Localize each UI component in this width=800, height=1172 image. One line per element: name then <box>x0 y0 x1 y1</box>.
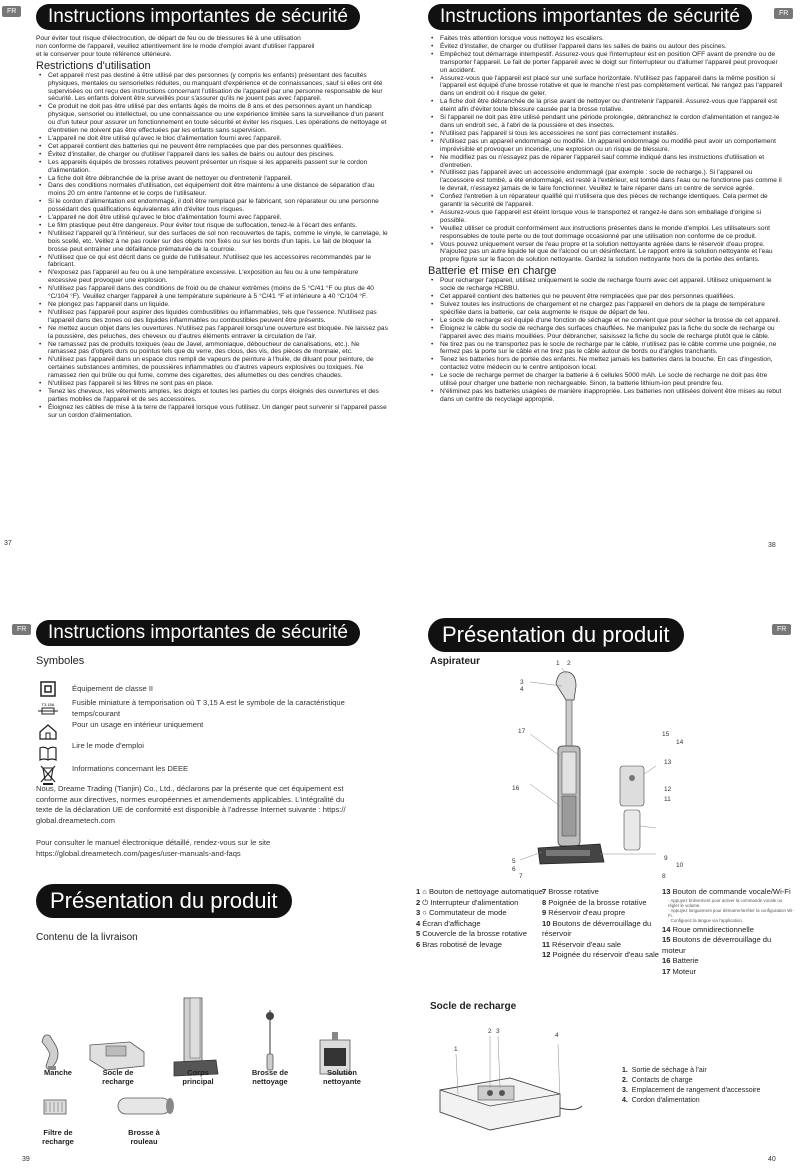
battery-bullet-list <box>428 277 783 404</box>
callout-1: 1 <box>556 660 560 667</box>
motor-inset-drawing <box>620 766 644 806</box>
bullet-item: • Tenez les batteries hors de portée des enfants. Ne mettez jamais les batteries dans la bouche. En cas d'ingestion, contactez votre médecin ou le centre antipoison local. <box>440 356 783 372</box>
bullet-item: • Éloignez le câble du socle de recharge des surfaces chauffées. Ne manipulez pas la fiche du socle de recharge ou l'appareil avec des mains mouillées. Pour débrancher, saisissez la fiche du socle de recharge plutôt que le câble. <box>440 325 783 341</box>
content-label-main-body: Corps principal <box>182 1068 214 1086</box>
tank-inset-drawing <box>624 810 640 850</box>
mode-icon: ○ <box>422 908 429 917</box>
bullet-item: • Ce produit ne doit pas être utilisé par des enfants âgés de moins de 8 ans et des personnes ayant un handicap physique, sensoriel ou intellectuel, ou une connaissance ou une expérience limitée sans la surveillance d'un parent ou d'un tuteur pour assurer un fonctionnement en toute sécurité et éviter les risques. Les opérations de nettoyage et d'entretien ne doivent pas être effectuées par les enfants sans supervision. <box>48 103 388 135</box>
bullet-item: • N'utilisez pas un appareil endommagé ou modifié. Un appareil endommagé ou modifié peut avoir un comportement imprévisible et provoquer un incendie, une explosion ou un risque de blessure. <box>440 138 783 154</box>
power-cord <box>560 1106 582 1110</box>
legend-item: 7 Brosse rotative <box>542 887 599 896</box>
bullet-item: • Faites très attention lorsque vous nettoyez les escaliers. <box>440 35 783 43</box>
bullet-item: • Ne mettez aucun objet dans les ouvertures. N'utilisez pas l'appareil lorsqu'une ouverture est bloquée. Ne laissez pas la poussière, des peluches, des cheveux ou d'autres éléments entraver la circulation de l'air. <box>48 325 388 341</box>
callout-17: 17 <box>518 728 526 735</box>
legend-item: 13 Bouton de commande vocale/Wi-Fi <box>662 887 791 896</box>
bullet-item: • Ne tirez pas ou ne transportez pas le socle de recharge par le câble, n'utilisez pas le câble comme une poignée, ne fermez pas la porte sur le câble et ne tirez pas le câble autour de bords ou d'angles tranchants. <box>440 341 783 357</box>
handle-icon <box>42 1035 58 1070</box>
callout-13: 13 <box>664 759 672 766</box>
vacuum-illustration <box>500 656 700 886</box>
content-label-cleaning-brush: Brosse de nettoyage <box>251 1068 289 1086</box>
class-ii-icon <box>41 682 55 696</box>
page-title: Instructions importantes de sécurité <box>36 4 360 30</box>
legend-item: 9 Réservoir d'eau propre <box>542 908 626 917</box>
bullet-item: • Le socle de recharge permet de charger la batterie à 6 cellules 5000 mAh. Le socle de recharge ne doit pas être utilisé pour charger une batterie non rechargeable. Sinon, la batterie lithium-ion peut prendre feu. <box>440 372 783 388</box>
legend-item: 14 Roue omnidirectionnelle <box>662 924 754 934</box>
indoor-use-icon <box>40 725 56 739</box>
bullet-item: • N'utilisez pas l'appareil pour aspirer des liquides combustibles ou inflammables, tels que l'essence. N'utilisez pas l'appareil dans des zones où des liquides inflammables ou combustibles peuvent être présents. <box>48 309 388 325</box>
callout-11: 11 <box>664 796 671 803</box>
content-label-handle: Manche <box>44 1068 72 1077</box>
brush-head-drawing <box>538 844 604 864</box>
weee-icon <box>41 766 55 785</box>
content-label-charging-filter: Filtre de recharge <box>42 1128 74 1146</box>
bullet-item: • N'exposez pas l'appareil au feu ou à une température excessive. L'exposition au feu ou à une température excessive peut provoquer une explosion. <box>48 269 388 285</box>
legend-item: 12 Poignée du réservoir d'eau sale <box>542 950 660 959</box>
bullet-item: • La fiche doit être débranchée de la prise avant de nettoyer ou d'entretenir l'appareil. <box>48 175 388 183</box>
callout-10: 10 <box>676 862 684 869</box>
page-40 <box>400 600 800 1172</box>
base-callout-1: 1 <box>454 1046 458 1053</box>
bullet-item: • N'éliminez pas les batteries usagées de manière inappropriée. Les batteries non utilisées doivent être mises au rebut dans un centre de recyclage approprié. <box>440 388 783 404</box>
bullet-item: • Vous pouvez uniquement verser de l'eau propre et la solution nettoyante agréée dans le réservoir d'eau propre. N'ajoutez pas un autre liquide tel que de l'alcool ou un désinfectant. Le rapport entre la solution nettoyante et l'eau propre figure sur le flacon de solution nettoyante. Gardez la solution nettoyante hors de la portée des enfants. <box>440 241 783 265</box>
page-title: Instructions importantes de sécurité <box>36 620 360 646</box>
fuse-icon <box>38 702 58 714</box>
base-callout-3: 3 <box>496 1028 500 1035</box>
page-39 <box>0 600 400 1172</box>
legend-item: 2 ⏻ Interrupteur d'alimentation <box>416 897 519 907</box>
accessory-slot <box>478 1086 514 1100</box>
callout-6: 6 <box>512 866 516 873</box>
base-title: Socle de recharge <box>430 1001 517 1012</box>
page-title: Instructions importantes de sécurité <box>428 4 752 30</box>
legend-item: 3 ○ Commutateur de mode <box>416 908 507 917</box>
language-tag: FR <box>2 6 21 17</box>
base-legend-item: 1. Sortie de séchage à l'air <box>622 1067 707 1074</box>
bullet-item: • N'utilisez pas l'appareil si tous les accessoires ne sont pas correctement installés. <box>440 130 783 138</box>
legend-item: 1 ⌂ Bouton de nettoyage automatique <box>416 887 543 896</box>
bullet-item: • N'utilisez pas l'appareil avec un accessoire endommagé (par exemple : socle de recharge.). Si l'appareil ou l'accessoire est tombé, a été endommagé, est resté à l'extérieur, est tombé dans l'eau ou ne fonctionne pas comme il le devrait, n'essayez jamais de le faire fonctionner. Veuillez le faire réparer dans un centre de service agréé. <box>440 169 783 193</box>
callout-14: 14 <box>676 739 684 746</box>
declaration-text: Nous, Dreame Trading (Tianjin) Co., Ltd., déclarons par la présente que cet équipement est conforme aux directives, normes européennes et amendements applicables. L'intégralité du texte de la déclaration UE de conformité est disponible à l'adresse Internet suivante : https:// global.dreametech.com <box>36 784 346 825</box>
section-title: Batterie et mise en charge <box>428 265 557 278</box>
bullet-item: • Le film plastique peut être dangereux. Pour éviter tout risque de suffocation, tenez-le à l'écart des enfants. <box>48 222 388 230</box>
bullet-item: • Si l'appareil ne doit pas être utilisé pendant une période prolongée, débranchez le cordon d'alimentation et rangez-le dans un endroit sec, à l'abri de la poussière et des insectes. <box>440 114 783 130</box>
bullet-item: • Les appareils équipés de brosses rotatives peuvent présenter un risque si les appareils passent sur le cordon d'alimentation. <box>48 159 388 175</box>
page-title: Présentation du produit <box>428 618 684 652</box>
symbol-icons <box>38 680 58 800</box>
bullet-item: • Cet appareil contient des batteries qui ne peuvent être remplacées que par des personnes qualifiées. <box>48 143 388 151</box>
base-illustration <box>430 1020 590 1140</box>
safety-text <box>428 35 783 404</box>
symbol-text-manual: Lire le mode d'emploi <box>72 741 144 750</box>
bullet-item: • Cet appareil n'est pas destiné à être utilisé par des personnes (y compris les enfants) présentant des facultés physiques, mentales ou sensorielles réduites, ou manquant d'expérience et de connaissances, sauf si elles ont été supervisées ou ont reçu des instructions concernant l'utilisation de l'appareil par une personne responsable de leur sécurité. Les enfants doivent être surveillés pour s'assurer qu'ils ne jouent pas avec l'appareil. <box>48 72 388 104</box>
manual-icon <box>40 747 56 760</box>
contents-title: Contenu de la livraison <box>36 932 138 943</box>
page-number: 39 <box>22 1156 30 1163</box>
power-icon: ⏻ <box>422 897 431 907</box>
bullet-item: • Confiez l'entretien à un réparateur qualifié qui n'utilisera que des pièces de rechange identiques. Cela permet de garantir la sécurité de l'appareil. <box>440 193 783 209</box>
symbols-title: Symboles <box>36 655 85 667</box>
bullet-item: • N'utilisez pas l'appareil dans des conditions de froid ou de chaleur extrêmes (moins de 5 °C/41 °F ou plus de 40 °C/104 °F). Veuillez charger l'appareil à une température supérieure à 5 °C/41 °F et inférieure à 40 °C/104 °F. <box>48 285 388 301</box>
bullet-item: • Si le cordon d'alimentation est endommagé, il doit être remplacé par le fabricant, son réparateur ou une personne possédant des qualifications équivalentes afin d'éviter tous risques. <box>48 198 388 214</box>
safety-text <box>36 35 388 420</box>
legend-col-1 <box>416 887 544 950</box>
bullet-item: • N'utilisez pas l'appareil si les filtres ne sont pas en place. <box>48 380 388 388</box>
callout-15: 15 <box>662 731 670 738</box>
base-callout-2: 2 <box>488 1028 492 1035</box>
legend-item: 5 Couvercle de la brosse rotative <box>416 929 527 938</box>
main-body-icon <box>174 998 218 1076</box>
symbol-text-fuse: Fusible miniature à temporisation où T 3,15 A est le symbole de la caractéristique temps/courant <box>72 698 345 718</box>
bullet-item: • Ne modifiez pas ou n'essayez pas de réparer l'appareil sauf comme indiqué dans les instructions d'utilisation et d'entretien. <box>440 154 783 170</box>
voice-notes: · Appuyez brièvement pour activer la commande vocale ou régler le volume. · Appuyez longuement pour démarrer/arrêter la configuration Wi-Fi. · Configurez la langue via l'application. <box>668 897 794 923</box>
symbol-text-class-ii: Équipement de classe II <box>72 684 154 693</box>
bullet-item: • Dans des conditions normales d'utilisation, cet équipement doit être maintenu à une distance de séparation d'au moins 20 cm entre l'antenne et le corps de l'utilisateur. <box>48 182 388 198</box>
legend-item: 4 Écran d'affichage <box>416 918 481 928</box>
callout-12: 12 <box>664 786 672 793</box>
legend-col-2 <box>542 887 660 961</box>
section-pill: Présentation du produit <box>36 884 292 918</box>
language-tag: FR <box>772 624 791 635</box>
bullet-item: • Ne plongez pas l'appareil dans un liquide. <box>48 301 388 309</box>
callout-7: 7 <box>519 873 523 880</box>
bullet-item: • Cet appareil contient des batteries qui ne peuvent être remplacées que par des personnes qualifiées. <box>440 293 783 301</box>
content-label-roller-brush: Brosse à rouleau <box>128 1128 160 1146</box>
base-callout-4: 4 <box>555 1032 559 1039</box>
legend-item: 10 Boutons de déverrouillage du réservoir <box>542 918 652 938</box>
auto-clean-icon: ⌂ <box>422 887 429 896</box>
bullet-item: • Veuillez utiliser ce produit conformément aux instructions présentes dans le monde d'emploi. Les utilisateurs sont responsables de toute perte ou de tout dommage occasionné par une utilisation non conforme de ce produit. <box>440 225 783 241</box>
charging-filter-icon <box>44 1100 66 1114</box>
page-number: 37 <box>4 540 12 547</box>
callout-8: 8 <box>662 873 666 880</box>
page-38 <box>400 0 800 568</box>
bullet-item: • Tenez les cheveux, les vêtements amples, les doigts et toutes les parties du corps éloignés des ouvertures et des parties mobiles de l'appareil et de ses accessoires. <box>48 388 388 404</box>
cleaning-brush-icon <box>266 1010 274 1070</box>
bullet-item: • Assurez-vous que l'appareil est placé sur une surface horizontale. N'utilisez pas l'appareil dans la même position si l'appareil est équipé d'une brosse rotative et que le manche n'est pas complètement vertical. Ne rangez pas l'appareil dans un endroit où il risque de geler. <box>440 75 783 99</box>
bullet-item: • Le socle de recharge est équipé d'une fonction de séchage et ne convient que pour sécher la brosse de cet appareil. <box>440 317 783 325</box>
charging-base-icon <box>90 1042 144 1070</box>
bullet-item: • N'utilisez que ce qui est décrit dans ce guide de l'utilisateur. N'utilisez que les accessoires recommandés par le fabricant. <box>48 254 388 270</box>
section-title: Restrictions d'utilisation <box>36 59 151 72</box>
bullet-item: • La fiche doit être débranchée de la prise avant de nettoyer ou d'entretenir l'appareil. Assurez-vous que l'appareil est éteint afin d'éviter toute blessure causée par la brosse rotative. <box>440 98 783 114</box>
bullet-item: • Pour recharger l'appareil, utilisez uniquement le socle de recharge fourni avec cet appareil. Utilisez uniquement le socle de recharge HCBBU. <box>440 277 783 293</box>
language-tag: FR <box>774 8 793 19</box>
bullet-item: • L'appareil ne doit être utilisé qu'avec le bloc d'alimentation fourni avec l'appareil. <box>48 135 388 143</box>
bullet-list <box>428 35 783 264</box>
base-legend-item: 2. Contacts de charge <box>622 1077 693 1084</box>
bullet-item: • N'utilisez pas l'appareil dans un espace clos rempli de vapeurs de peinture à l'huile, de diluant pour peinture, de certaines substances antimites, de poussières inflammables ou d'autres vapeurs explosives ou toxiques. Ne ramassez rien qui brûle ou qui fume, comme des cigarettes, des allumettes ou des cendres chaudes. <box>48 356 388 380</box>
legend-item: 11 Réservoir d'eau sale <box>542 939 622 949</box>
bullet-item: • Ne ramassez pas de produits toxiques (eau de Javel, ammoniaque, déboucheur de canalisations, etc.). Ne ramassez pas d'objets durs ou pointus tels que du verre, des clous, des vis, des pièces de monnaie, etc. <box>48 341 388 357</box>
symbol-text-indoor: Pour un usage en intérieur uniquement <box>72 720 204 729</box>
language-tag: FR <box>12 624 31 635</box>
bullet-item: • Suivez toutes les instructions de chargement et ne chargez pas l'appareil en dehors de la plage de température spécifiée dans la batterie, car cela augmente le risque de départ de feu. <box>440 301 783 317</box>
bullet-item: • Éloignez les câbles de mise à la terre de l'appareil lorsque vous l'utilisez. Un danger peut survenir si l'appareil passe sur un cordon d'alimentation. <box>48 404 388 420</box>
base-legend <box>622 1066 760 1106</box>
base-legend-item: 4. Cordon d'alimentation <box>622 1097 700 1104</box>
content-label-charging-base: Socle de recharge <box>102 1068 134 1086</box>
page-number: 38 <box>768 542 776 549</box>
bullet-item: • Assurez-vous que l'appareil est éteint lorsque vous le transportez et rangez-le dans son emballage d'origine si possible. <box>440 209 783 225</box>
callout-5: 5 <box>512 858 516 865</box>
symbol-text-weee: Informations concernant les DEEE <box>72 764 189 773</box>
callout-2: 2 <box>567 660 571 667</box>
legend-item: 16 Batterie <box>662 956 699 965</box>
bullet-item: • Évitez d'installer, de charger ou d'utiliser l'appareil dans les salles de bains ou autour des piscines. <box>440 43 783 51</box>
charging-contact <box>499 1090 505 1096</box>
bullet-item: • Évitez d'installer, de charger ou d'utiliser l'appareil dans les salles de bains ou autour des piscines. <box>48 151 388 159</box>
bullet-list <box>36 72 388 420</box>
roller-brush-icon <box>118 1098 174 1114</box>
bullet-item: • L'appareil ne doit être utilisé qu'avec le bloc d'alimentation fourni avec l'appareil. <box>48 214 388 222</box>
legend-col-3 <box>662 887 794 977</box>
callout-16: 16 <box>512 785 520 792</box>
callout-3: 3 <box>520 679 524 686</box>
legend-item: 15 Boutons de déverrouillage du moteur <box>662 935 772 955</box>
content-label-cleaning-solution: Solution nettoyante <box>323 1068 361 1086</box>
charging-contact <box>487 1090 493 1096</box>
legend-item: 8 Poignée de la brosse rotative <box>542 897 647 907</box>
page-37 <box>0 0 400 568</box>
body-drawing <box>558 746 580 846</box>
svg-text:T3.15A: T3.15A <box>41 702 55 707</box>
callout-9: 9 <box>664 855 668 862</box>
contents-illustrations <box>20 950 380 1120</box>
legend-item: 17 Moteur <box>662 966 697 976</box>
callout-4: 4 <box>520 686 524 693</box>
manual-link-text: Pour consulter le manuel électronique détaillé, rendez-vous sur le site https://global.dreametech.com/pages/user-manuals-and-faqs <box>36 838 271 858</box>
bullet-item: • N'utilisez l'appareil qu'à l'intérieur, sur des surfaces de sol non recouvertes de tapis, comme le vinyle, le carrelage, le bois scellé, etc. Veillez à ne pas rouler sur des objets non fixés ou sur les bords d'un tapis. Le fait de bloquer la brosse peut entraîner une défaillance prématurée de la courroie. <box>48 230 388 254</box>
page-number: 40 <box>768 1156 776 1163</box>
intro-text: Pour éviter tout risque d'électrocution, de départ de feu ou de blessures lié à une utilisation non conforme de l'appareil, veuillez attentivement lire le mode d'emploi avant d'utiliser l'appareil et le conserver pour toute référence ultérieure. <box>36 35 315 58</box>
bullet-item: • Empêchez tout démarrage intempestif. Assurez-vous que l'interrupteur est en position OFF avant de prendre ou de transporter l'appareil. Le fait de porter l'appareil avec le doigt sur l'interrupteur ou d'allumer l'appareil peut provoquer un accident. <box>440 51 783 75</box>
base-legend-item: 3. Emplacement de rangement d'accessoire <box>622 1087 761 1094</box>
vacuum-title: Aspirateur <box>430 656 481 667</box>
legend-item: 6 Bras robotisé de levage <box>416 939 503 949</box>
